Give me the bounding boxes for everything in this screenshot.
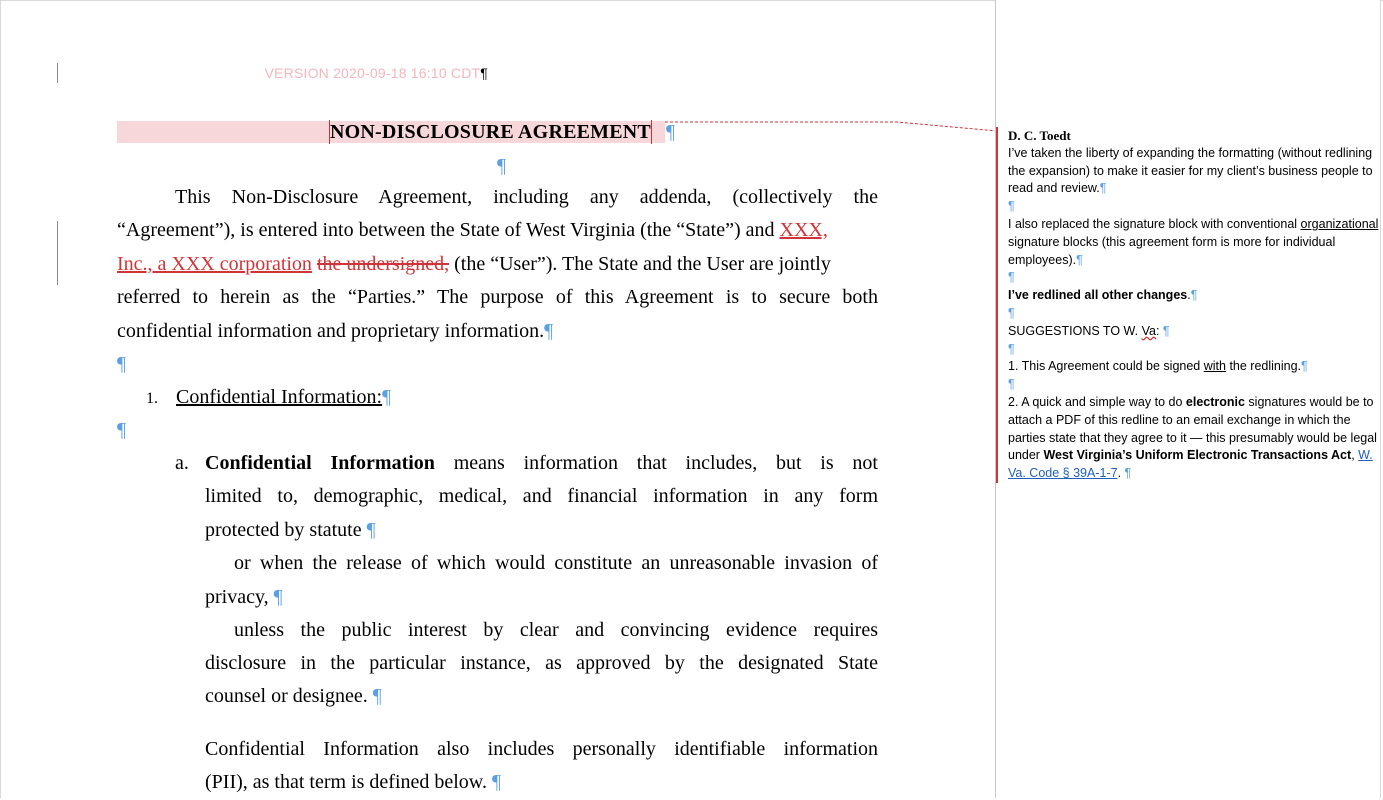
item-label: a. [175, 452, 189, 474]
pilcrow-mark: ¶ [1162, 323, 1170, 338]
item-text: protected by statute [205, 519, 367, 541]
intro-line-2[interactable] [117, 214, 878, 248]
comment-text: the redlining. [1225, 359, 1302, 374]
pilcrow-mark: ¶ [366, 519, 376, 541]
comment-text: signatures would be to attach a PDF of this redline to an email exchange in which the parties state that they agree to it — this presumably would be legal under [1008, 394, 1377, 463]
comment-text: . [1187, 288, 1191, 303]
item-a-line-1[interactable] [205, 447, 878, 481]
inserted-text: Inc., a XXX corporation [117, 253, 312, 275]
item-text: privacy, [205, 586, 274, 608]
comment-text: . [1117, 466, 1125, 481]
comment-paragraph [1008, 394, 1380, 483]
pilcrow-mark: ¶ [491, 771, 502, 793]
pilcrow-mark: ¶ [382, 386, 392, 408]
pilcrow-mark: ¶ [1008, 305, 1015, 320]
item-a-line-2[interactable]: limited to, demographic, medical, and financial information in any form [205, 485, 878, 507]
pilcrow-mark: ¶ [1008, 199, 1015, 214]
pilcrow-mark: ¶ [117, 353, 127, 375]
window-right-border [1380, 0, 1381, 798]
item-a-line-10[interactable] [205, 766, 501, 800]
comment-text-underlined: organizational [1300, 216, 1379, 231]
section-heading-text: Confidential Information: [176, 386, 383, 408]
change-bar-header [57, 63, 58, 83]
intro-text: confidential information and proprietary information. [117, 320, 545, 342]
comment-text-bold: electronic [1185, 394, 1245, 409]
pilcrow-mark: ¶ [1076, 252, 1083, 267]
intro-line-4[interactable]: referred to herein as the “Parties.” The purpose of this Agreement is to secure both [117, 286, 878, 308]
defined-term: Confidential Information [205, 452, 435, 474]
pilcrow-mark: ¶ [1190, 288, 1198, 303]
inserted-text: XXX, [779, 219, 828, 241]
pilcrow-mark: ¶ [666, 121, 676, 143]
item-text: means information that includes, but is not [434, 452, 878, 474]
comment-text-bold: West Virginia’s Uniform Electronic Transactions Act [1043, 448, 1352, 463]
item-a-line-6[interactable]: unless the public interest by clear and convincing evidence requires [234, 619, 878, 641]
comment-text: 1. This Agreement could be signed [1008, 359, 1204, 374]
intro-line-1[interactable]: This Non-Disclosure Agreement, including any addenda, (collectively the [175, 186, 878, 208]
comment-paragraph [1008, 323, 1380, 341]
comment-text: , [1351, 448, 1359, 463]
item-text: counsel or designee. [205, 685, 373, 707]
item-a-line-8[interactable] [205, 680, 382, 714]
pilcrow-mark: ¶ [1301, 359, 1308, 374]
intro-text: “Agreement”), is entered into between the State of West Virginia (the “State”) and [117, 219, 780, 241]
comment-balloon[interactable] [996, 127, 1380, 483]
comment-text: SUGGESTIONS TO W. [1008, 323, 1142, 338]
comment-paragraph [1008, 287, 1380, 305]
pilcrow-mark: ¶ [372, 685, 382, 707]
comment-paragraph [1008, 145, 1380, 198]
item-a-line-7[interactable]: disclosure in the particular instance, as approved by the designated State [205, 652, 878, 674]
item-text: (PII), as that term is defined below. [205, 771, 492, 793]
comment-paragraph [1008, 216, 1380, 269]
section-number: 1. [146, 390, 158, 407]
pilcrow-mark: ¶ [1124, 466, 1132, 481]
statute-link[interactable]: W. Va. Code § 39A-1-7 [1008, 448, 1373, 481]
comment-text: 2. A quick and simple way to do [1008, 394, 1186, 409]
change-bar-intro [57, 221, 58, 285]
pilcrow-mark: ¶ [544, 320, 554, 342]
page-header[interactable] [265, 65, 488, 81]
document-title[interactable]: NON-DISCLOSURE AGREEMENT [330, 121, 651, 143]
comment-text: : [1155, 323, 1163, 338]
comment-text: signature blocks (this agreement form is more for individual employees). [1008, 234, 1336, 267]
section-heading[interactable] [176, 381, 391, 415]
item-a-line-3[interactable] [205, 514, 376, 548]
version-stamp: VERSION 2020-09-18 16:10 CDT [264, 65, 481, 81]
deleted-text: the undersigned, [316, 253, 450, 275]
comment-text: I’ve taken the liberty of expanding the formatting (without redlining the expansion) to make it easier for my client’s business people to read and review. [1008, 145, 1373, 196]
pilcrow-mark: ¶ [1008, 341, 1015, 356]
pilcrow-mark: ¶ [1008, 377, 1015, 392]
pilcrow-mark: ¶ [273, 586, 283, 608]
item-a-line-4[interactable]: or when the release of which would constitute an unreasonable invasion of [234, 552, 878, 574]
pilcrow-mark: ¶ [1099, 181, 1107, 196]
comment-paragraph [1008, 358, 1380, 376]
pilcrow-mark: ¶ [497, 155, 507, 177]
pilcrow-mark: ¶ [117, 419, 127, 441]
intro-line-5[interactable] [117, 315, 553, 349]
comment-connector-line [665, 120, 997, 132]
pilcrow-mark: ¶ [480, 65, 488, 81]
comment-text-bold: I’ve redlined all other changes [1008, 288, 1188, 303]
intro-text: (the “User”). The State and the User are jointly [449, 253, 831, 275]
comment-author: D. C. Toedt [1008, 128, 1071, 143]
intro-line-3[interactable] [117, 248, 878, 282]
comment-text: I also replaced the signature block with conventional [1008, 216, 1301, 231]
item-a-line-9[interactable]: Confidential Information also includes personally identifiable information [205, 738, 878, 760]
pilcrow-mark: ¶ [1008, 270, 1015, 285]
spellcheck-flagged-word: Va [1141, 323, 1156, 338]
comment-text-underlined: with [1203, 359, 1226, 374]
item-a-line-5[interactable] [205, 581, 283, 615]
